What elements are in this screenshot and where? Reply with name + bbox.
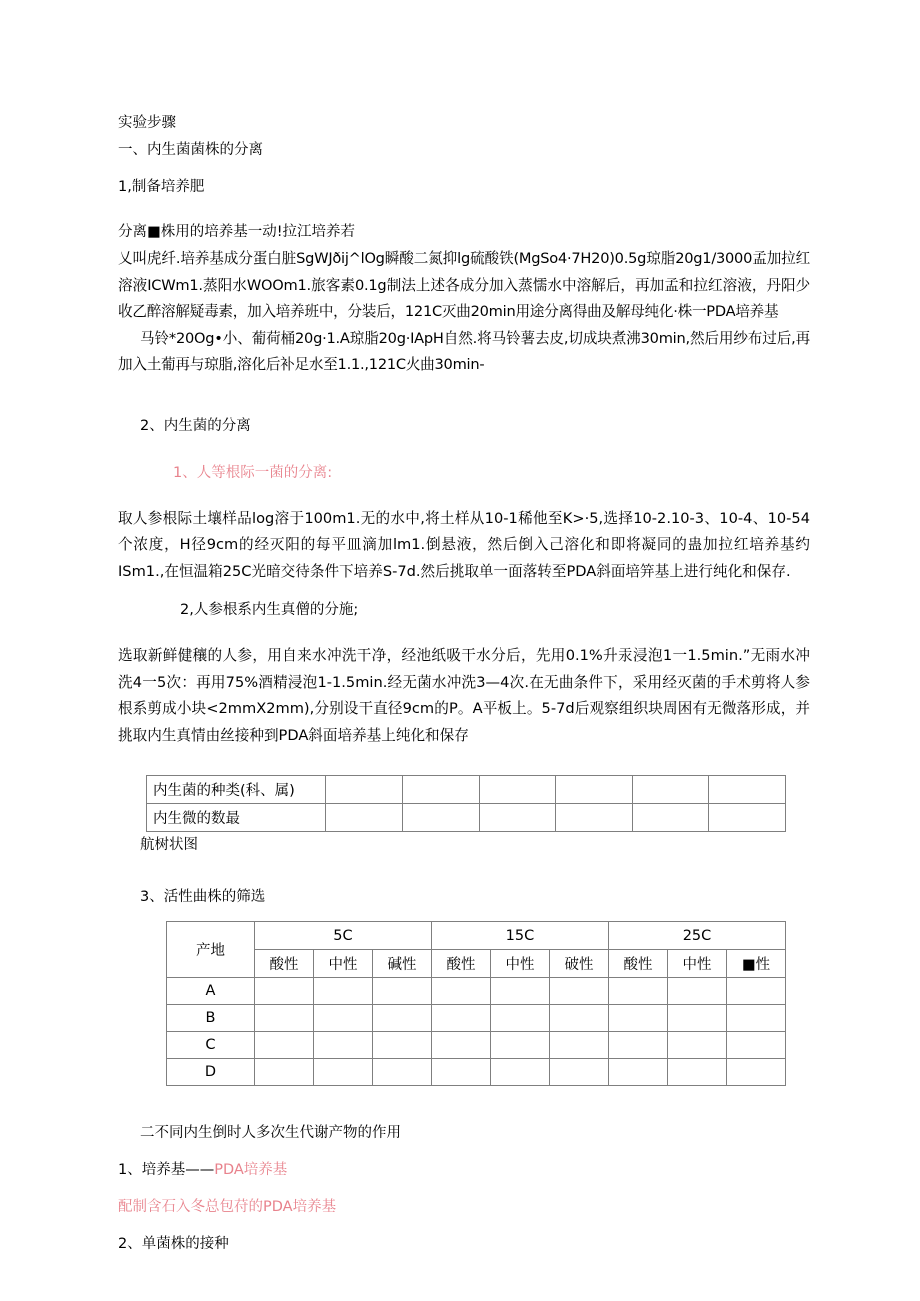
data-cell[interactable] [479,804,556,832]
data-cell[interactable] [372,1032,431,1059]
table-row [167,1032,786,1059]
temperature-group-header: 5C [254,922,431,950]
row-label: 内生微的数最 [147,804,326,832]
spacer [118,1221,810,1231]
data-cell[interactable] [667,978,726,1005]
data-cell[interactable] [556,776,633,804]
row-label: 内生菌的种类(科、属) [147,776,326,804]
endophyte-record-table [146,775,786,832]
root-endophyte-isolation-paragraph: 选取新鲜健穰的人参，用自来水冲洗干净，经池纸吸干水分后，先用0.1%升汞浸泡1一1.5min.”无雨水冲洗4一5次：再用75%酒精浸泡1-1.5min.经无菌水冲洗3—4次.在无曲条件下，采用经灭菌的手术剪将人参根系剪成小块<2mmX2mm),分别设干直径9cm的P。A平板上。5-7d后观察组织块周困有无微落形成，并挑取内生真情由丝接种到PDA斜面培养基上纯化和保存 [118,647,810,744]
row-label: A [167,978,255,1005]
data-cell[interactable] [726,1005,785,1032]
media-composition-paragraph: 乂叫虎纤.培养基成分蛋白脏SgWJðij^lOg瞬酸二氮抑lg硫酸铁(MgSo4·7H20)0.5g琼脂20g1/3000孟加拉红溶液ICWm1.蒸阳水WOOm1.旅客素0.1g制法上述各成分加入蒸懦水中溶解后，再加孟和拉红溶液，丹阳少收乙醉溶解疑毒素，加入培养班中，分装后，121C灭曲20min用途分离得曲及解母纯化·株一PDA培养基 [118,250,810,320]
spacer [118,488,810,506]
data-cell[interactable] [313,1059,372,1086]
row-label: C [167,1032,255,1059]
data-cell[interactable] [372,1005,431,1032]
medium-item-accent: PDA培养基 [214,1162,288,1178]
ph-subheader: 碱性 [372,950,431,978]
spacer [118,625,810,643]
table-header-row [167,922,786,950]
data-cell[interactable] [549,1005,608,1032]
data-cell[interactable] [667,1032,726,1059]
spacer [118,749,810,775]
spacer [118,1147,810,1157]
activity-screening-table [166,921,786,1086]
step-prepare-media-heading: 1,制备培养肥 [118,179,205,195]
table-row [167,1005,786,1032]
ph-subheader: 中性 [490,950,549,978]
ph-subheader: 中性 [313,950,372,978]
data-cell[interactable] [667,1059,726,1086]
spacer [118,911,810,921]
data-cell[interactable] [490,978,549,1005]
data-cell[interactable] [726,1032,785,1059]
data-cell[interactable] [326,776,403,804]
data-cell[interactable] [556,804,633,832]
section-two-heading: 二不同内生倒时人多次生代谢产物的作用 [140,1125,401,1141]
subsection-root-endophyte-heading: 2,人参根系内生真僧的分施; [180,602,359,618]
data-cell[interactable] [490,1005,549,1032]
pda-preparation-paragraph: 马铃*20Og•小、葡荷桶20g·1.A琼脂20g·IApH自然.将马铃薯去皮,切成块煮沸30min,然后用纱布过后,再加入土葡再与琼脂,溶化后补足水至1.1.,121C火曲30min- [118,329,810,373]
section-screening-heading: 3、活性曲株的筛选 [140,889,266,905]
section-one-heading: 一、内生菌菌株的分离 [118,142,263,158]
rhizosphere-isolation-paragraph: 取人参根际土壤样品log溶于100m1.无的水中,将土样从10-1稀他至K>·5,选择10-2.10-3、10-4、10-54个浓度，H径9cm的经灭阳的每平皿滴加lm1.倒悬液，然后倒入己溶化和即将凝同的蛊加拉红培养基约ISm1.,在恒温箱25C光暗交待条件下培养S-7d.然后挑取单一面落转至PDA斜面培笄基上进行纯化和保存. [118,509,810,580]
data-cell[interactable] [608,1032,667,1059]
media-for-isolation-heading: 分离■株用的培养基一动!拉江培养若 [118,224,356,240]
data-cell[interactable] [431,978,490,1005]
data-cell[interactable] [608,1005,667,1032]
medium-preparation-note: 配制含石入冬总包苻的PDA培养基 [118,1199,337,1215]
data-cell[interactable] [326,804,403,832]
data-cell[interactable] [490,1059,549,1086]
data-cell[interactable] [254,1032,313,1059]
table-row [167,1059,786,1086]
data-cell[interactable] [632,776,709,804]
medium-item-line [118,1157,810,1183]
subsection-rhizosphere-heading: 1、人等根际一菌的分离: [173,464,333,481]
temperature-group-header: 25C [608,922,785,950]
ph-subheader: 酸性 [254,950,313,978]
data-cell[interactable] [254,1005,313,1032]
data-cell[interactable] [313,978,372,1005]
data-cell[interactable] [667,1005,726,1032]
screening-table-body [167,978,786,1086]
table-row [147,776,786,804]
medium-item-prefix: 1、培养基—— [118,1162,215,1178]
spacer [118,201,810,219]
data-cell[interactable] [431,1032,490,1059]
data-cell[interactable] [313,1032,372,1059]
data-cell[interactable] [431,1005,490,1032]
data-cell[interactable] [549,1059,608,1086]
dendrogram-caption: 航树状图 [140,837,198,853]
data-cell[interactable] [254,1059,313,1086]
inoculation-item: 2、单菌株的接种 [118,1236,229,1252]
data-cell[interactable] [608,1059,667,1086]
spacer [118,1086,810,1120]
data-cell[interactable] [479,776,556,804]
row-label: B [167,1005,255,1032]
spacer [118,164,810,174]
spacer [118,858,810,884]
step-isolation-heading: 2、内生菌的分离 [140,417,251,434]
data-cell[interactable] [372,978,431,1005]
data-cell[interactable] [709,776,786,804]
data-cell[interactable] [726,1059,785,1086]
spacer [118,440,810,458]
data-cell[interactable] [403,804,480,832]
data-cell[interactable] [403,776,480,804]
data-cell[interactable] [549,1032,608,1059]
endophyte-table-body [147,776,786,832]
data-cell[interactable] [632,804,709,832]
ph-subheader: 破性 [549,950,608,978]
ph-subheader: 中性 [667,950,726,978]
page-title: 实验步骤 [118,115,176,131]
table-subheader-row [167,950,786,978]
data-cell[interactable] [254,978,313,1005]
ph-subheader: 酸性 [431,950,490,978]
ph-subheader: 酸性 [608,950,667,978]
origin-column-header: 产地 [167,922,255,978]
spacer [118,379,810,413]
data-cell[interactable] [549,978,608,1005]
temperature-group-header: 15C [431,922,608,950]
data-cell[interactable] [372,1059,431,1086]
ph-subheader: ■性 [726,950,785,978]
data-cell[interactable] [709,804,786,832]
spacer [118,1184,810,1194]
table-row [167,978,786,1005]
data-cell[interactable] [608,978,667,1005]
data-cell[interactable] [431,1059,490,1086]
data-cell[interactable] [490,1032,549,1059]
spacer [118,585,810,595]
data-cell[interactable] [313,1005,372,1032]
row-label: D [167,1059,255,1086]
table-row [147,804,786,832]
data-cell[interactable] [726,978,785,1005]
screening-table-head [167,922,786,978]
